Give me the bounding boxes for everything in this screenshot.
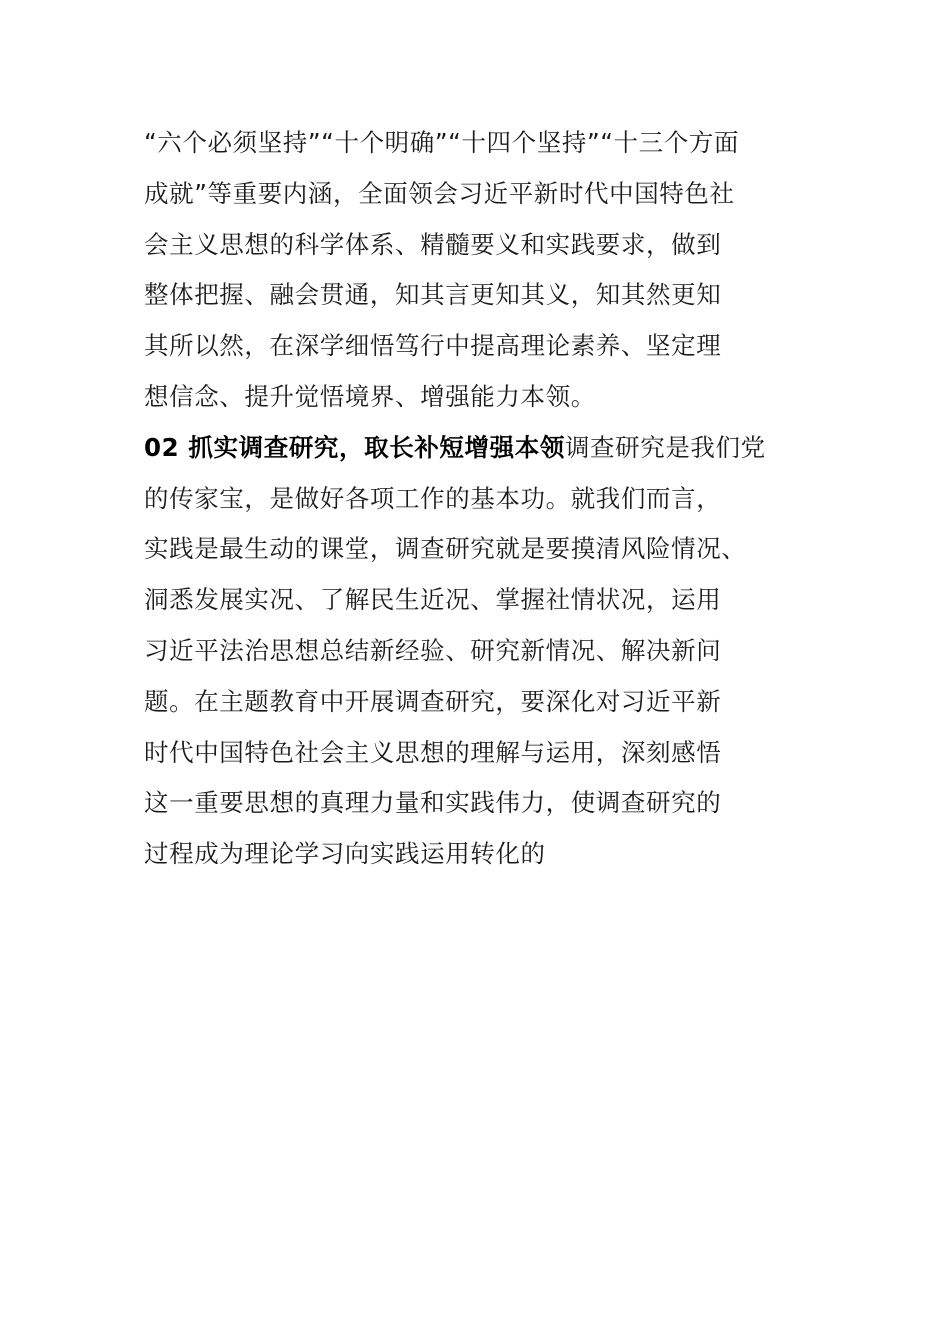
paragraph-line: 题。在主题教育中开展调查研究，要深化对习近平新 <box>144 686 722 716</box>
section-02-first-line-text: 调查研究是我们党 <box>564 432 766 462</box>
paragraph-line: 时代中国特色社会主义思想的理解与运用，深刻感悟 <box>144 737 722 767</box>
paragraph-line: 整体把握、融会贯通，知其言更知其义，知其然更知 <box>144 280 722 310</box>
section-02-first-line <box>144 423 834 474</box>
paragraph-line: 过程成为理论学习向实践运用转化的 <box>144 839 546 869</box>
paragraph-line: “六个必须坚持”“十个明确”“十四个坚持”“十三个方面 <box>144 128 740 157</box>
document-body <box>144 118 834 880</box>
paragraph-line: 洞悉发展实况、了解民生近况、掌握社情状况，运用 <box>144 585 722 615</box>
section-02-heading: 02 抓实调查研究，取长补短增强本领 <box>144 432 565 462</box>
section-02-research <box>144 423 834 880</box>
paragraph-line: 习近平法治思想总结新经验、研究新情况、解决新问 <box>144 635 722 665</box>
paragraph-line: 其所以然，在深学细悟笃行中提高理论素养、坚定理 <box>144 331 722 361</box>
paragraph-line: 实践是最生动的课堂，调查研究就是要摸清风险情况、 <box>144 534 747 564</box>
paragraph-line: 想信念、提升觉悟境界、增强能力本领。 <box>144 381 596 411</box>
paragraph-line: 这一重要思想的真理力量和实践伟力，使调查研究的 <box>144 788 722 818</box>
paragraph-line: 成就”等重要内涵，全面领会习近平新时代中国特色社 <box>144 178 735 208</box>
paragraph-theory-study <box>144 118 834 423</box>
paragraph-line: 的传家宝，是做好各项工作的基本功。就我们而言， <box>144 483 722 513</box>
paragraph-line: 会主义思想的科学体系、精髓要义和实践要求，做到 <box>144 229 722 259</box>
